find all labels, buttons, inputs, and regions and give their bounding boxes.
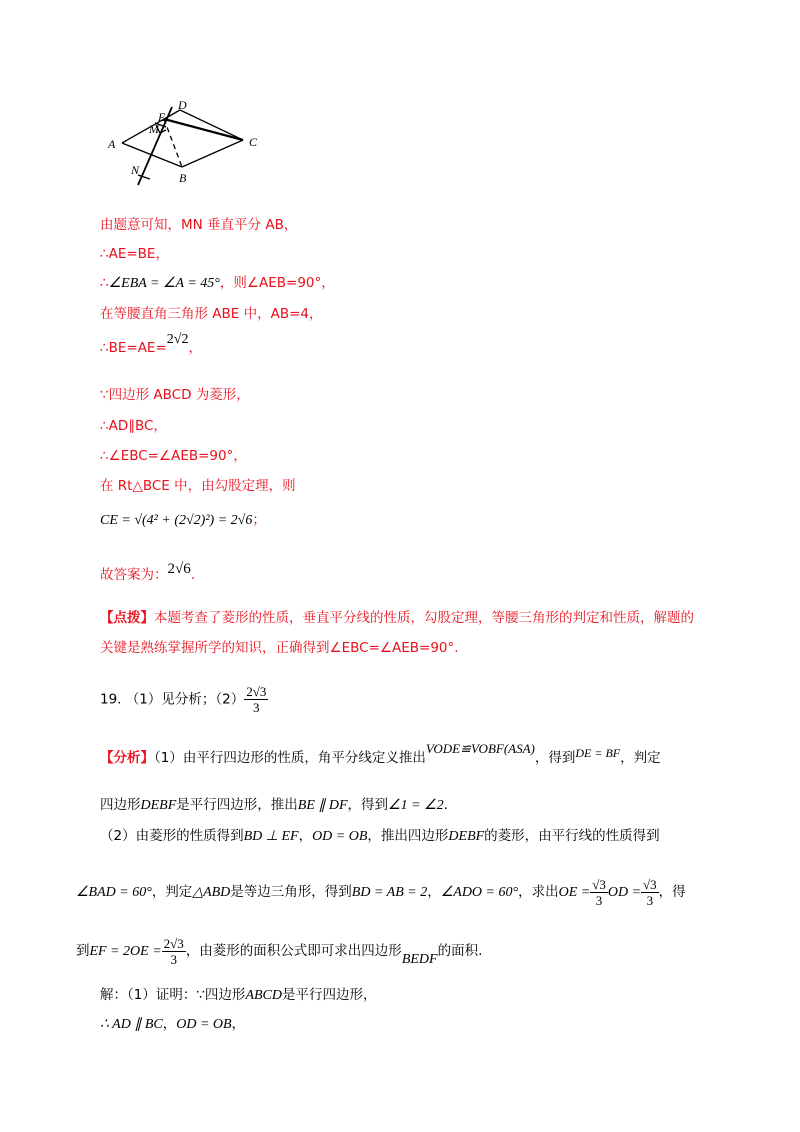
angle-eq: ∠EBA = ∠A = 45° (108, 276, 220, 291)
a2-t1: 是平行四边形，推出 (176, 797, 298, 813)
a3-m1: BD ⊥ EF (243, 829, 299, 844)
a4-frac-2-num: √3 (643, 876, 657, 892)
sol-line-2: ∴AE=BE， (100, 246, 169, 262)
sol-line-5-pre: ∴BE=AE= (100, 340, 167, 356)
congruence: VODE≌VOBF(ASA) (425, 741, 535, 756)
a5-frac-num: 2√3 (163, 935, 184, 951)
a3-m3: DEBF (448, 829, 485, 844)
tip-text-1: 本题考查了菱形的性质，垂直平分线的性质，勾股定理，等腰三角形的判定和性质，解题的 (154, 610, 694, 626)
a4-t1: ，判定 (151, 884, 193, 900)
analysis-line-5 (76, 934, 482, 969)
a5-m2: BEDF (401, 952, 438, 967)
p1-pre: 解：（1）证明：∵四边形 (100, 987, 246, 1003)
tip-line-1 (100, 608, 694, 628)
a4-t2: 是等边三角形，得到 (230, 884, 352, 900)
a4-t5: ，得 (658, 884, 686, 900)
answer-post: . (190, 567, 196, 583)
a4-frac-2 (641, 877, 659, 908)
sol-line-3 (100, 273, 335, 294)
a4-frac-1-num: √3 (592, 876, 606, 892)
a5-pre: 到 (76, 943, 90, 959)
a2-m1: DEBF (140, 798, 177, 813)
analysis-a1-mid: ，得到 (534, 750, 576, 766)
analysis-a1-end: ，判定 (620, 750, 661, 766)
p2-t1: ， (162, 1016, 177, 1032)
rhombus-figure (100, 95, 270, 195)
sol-line-3-post: ，则∠AEB=90°， (219, 275, 335, 291)
a3-t1: ， (298, 828, 313, 844)
a4-t3: ， (427, 884, 441, 900)
sol-line-1: 由题意可知，MN 垂直平分 AB， (100, 217, 298, 233)
sol-line-8: ∴∠EBC=∠AEB=90°， (100, 448, 247, 464)
line-MN (138, 107, 172, 185)
tip-line-2: 关键是熟练掌握所学的知识，正确得到∠EBC=∠AEB=90°. (100, 640, 459, 656)
label-E: E (158, 110, 166, 124)
therefore: ∴ (100, 275, 109, 291)
a2-m2: BE ∥ DF (297, 798, 348, 813)
q19-den: 3 (253, 700, 260, 715)
a3-t3: 的菱形，由平行线的性质得到 (484, 828, 660, 844)
a2-t2: ，得到 (347, 797, 389, 813)
a4-m1: ∠BAD = 60° (76, 885, 152, 900)
tip-tag: 【点拨】 (100, 610, 154, 626)
sol-line-5-post: ， (188, 340, 202, 356)
a5-frac-den: 3 (170, 951, 177, 967)
a4-m2: △ABD (192, 885, 231, 900)
sol-line-7: ∴AD∥BC， (100, 418, 167, 434)
a5-m1: EF = 2OE = (89, 944, 162, 959)
answer-value: 2√6 (167, 561, 191, 577)
sol-line-5 (100, 332, 202, 359)
q19-line (100, 684, 268, 715)
answer-label: 故答案为： (100, 567, 168, 583)
a4-frac-1-den: 3 (595, 892, 603, 908)
analysis-line-1 (100, 741, 661, 768)
label-D: D (178, 98, 187, 112)
a2-pre: 四边形 (100, 797, 141, 813)
q19-answer-fraction (244, 684, 268, 715)
sol-line-9: 在 Rt△BCE 中，由勾股定理，则 (100, 478, 296, 494)
a4-t4: ，求出 (518, 884, 559, 900)
p2-m1: ∴ AD ∥ BC (100, 1017, 163, 1032)
a3-pre: （2）由菱形的性质得到 (100, 828, 244, 844)
a5-t2: 的面积. (437, 943, 483, 959)
a4-m4: ∠ADO = 60° (440, 885, 519, 900)
sol-line-10-post: ； (252, 512, 266, 528)
analysis-line-3 (100, 826, 660, 847)
proof-line-1 (100, 985, 377, 1006)
p2-t2: ， (231, 1016, 246, 1032)
a2-t3: . (443, 797, 448, 813)
q19-prefix: 19. （1）见分析；（2） (100, 691, 245, 708)
ce-equation: CE = √(4² + (2√2)²) = 2√6 (100, 513, 253, 528)
q19-num: 2√3 (246, 684, 267, 699)
label-M: M (149, 122, 159, 136)
analysis-line-4 (76, 875, 686, 910)
sol-line-4: 在等腰直角三角形 ABE 中，AB=4， (100, 306, 323, 322)
label-C: C (249, 135, 258, 149)
a4-m5a: OE = (558, 885, 591, 900)
sol-line-10 (100, 510, 266, 531)
label-N: N (131, 163, 140, 177)
de-eq-bf: DE = BF (575, 746, 621, 760)
p2-m2: OD = OB (176, 1017, 232, 1032)
analysis-tag: 【分析】 (100, 750, 154, 766)
edge-EC (164, 119, 243, 140)
tick-N (138, 175, 150, 179)
proof-line-2 (100, 1014, 245, 1035)
a4-frac-1 (590, 877, 608, 908)
a5-frac (162, 936, 186, 967)
label-A: A (108, 137, 116, 151)
a4-m5b: OD = (607, 885, 642, 900)
a5-t1: ，由菱形的面积公式即可求出四边形 (185, 943, 402, 959)
edge-EB (164, 119, 182, 167)
a3-m2: OD = OB (312, 829, 368, 844)
p1-post: 是平行四边形， (282, 987, 377, 1003)
label-B: B (179, 171, 187, 185)
a4-m3: BD = AB = 2 (351, 885, 428, 900)
p1-m: ABCD (245, 988, 282, 1003)
analysis-line-2 (100, 795, 448, 816)
a2-m3: ∠1 = ∠2 (388, 798, 444, 813)
sol-line-11 (100, 561, 196, 585)
edge-BC (182, 140, 243, 167)
be-value: 2√2 (166, 332, 189, 347)
sol-line-6: ∵四边形 ABCD 为菱形， (100, 387, 250, 403)
a4-frac-2-den: 3 (646, 892, 654, 908)
analysis-a1-text: （1）由平行四边形的性质，角平分线定义推出 (154, 750, 426, 766)
a3-t2: ，推出四边形 (367, 828, 449, 844)
